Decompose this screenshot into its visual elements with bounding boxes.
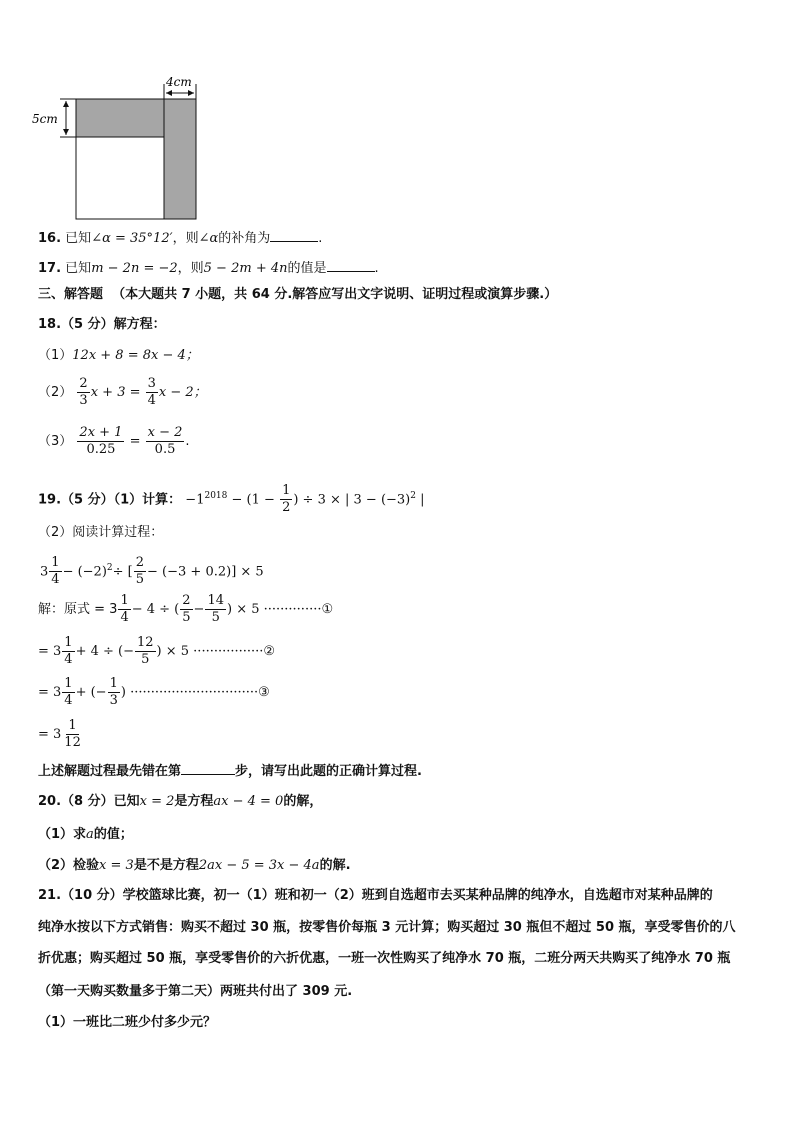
question-19-head [38, 478, 425, 518]
r3-c: ) ·······························③ [120, 685, 270, 700]
q19-expr-c: ) ÷ 3 × | 3 − (−3) [293, 492, 411, 508]
q20-p1end: 的值； [93, 827, 133, 842]
shaded-strip-top [76, 99, 164, 137]
q20-p1: （1）求 [38, 827, 87, 842]
r0-sup: 2 [106, 563, 113, 573]
q16-answer-blank[interactable] [270, 229, 318, 242]
q17-text: 已知 [65, 261, 92, 276]
q17-math2: 5 − 2m + 4n [203, 261, 288, 276]
q18-part2-end: x − 2； [158, 385, 207, 400]
question-20-head [38, 793, 322, 811]
q19-expr-sup: 2018 [204, 491, 228, 501]
q18-part1 [38, 347, 199, 365]
section-title: 三、解答题 [38, 287, 104, 302]
q19-row4 [38, 717, 84, 753]
q19-expr-a: −1 [185, 492, 205, 508]
fraction: $\frac{x - 2}{0.5}$ [147, 425, 183, 457]
r1-c: − [193, 602, 205, 617]
label-4cm: 4cm [166, 76, 192, 89]
fraction: $\frac{12}{5}$ [137, 635, 154, 667]
q19-row3 [38, 675, 270, 711]
r3-b: + (− [75, 685, 107, 700]
q18-part3-end: . [185, 434, 190, 449]
fraction: $\frac{2}{3}$ [79, 376, 88, 408]
fraction: $\frac{1}{2}$ [282, 483, 291, 516]
q20-p2mid: 是不是方程 [133, 858, 199, 873]
q20-part2 [38, 857, 351, 875]
q16-text3: 的补角为 [218, 231, 271, 246]
r0-d: − (−3 + 0.2)] × 5 [147, 564, 264, 580]
question-21-line1: 21.（10 分）学校篮球比赛，初一（1）班和初一（2）班到自选超市去买某种品牌的纯净水，自选超市对某种品牌的 [38, 888, 713, 903]
q20-h3: 的解， [283, 794, 323, 809]
question-21-line3: 折优惠；购买超过 50 瓶，享受零售价的六折优惠，一班一次性购买了纯净水 70 瓶，二班分两天共购买了纯净水 70 瓶 [38, 951, 731, 966]
q20-p1m: a [86, 827, 94, 842]
q19-tail [38, 762, 422, 781]
q19-expr-b: − (1 − [231, 492, 275, 508]
question-16 [38, 229, 322, 248]
fraction: $\frac{1}{4}$ [64, 635, 73, 667]
equals-sign: = [129, 434, 141, 449]
q19-head-text: 19.（5 分）（1）计算： [38, 492, 182, 508]
question-21-line4: （第一天购买数量多于第二天）两班共付出了 309 元. [38, 984, 353, 999]
q18-part2 [38, 375, 207, 411]
label-5cm: 5cm [32, 112, 58, 126]
r1-d: ) × 5 ··············① [226, 602, 334, 617]
q17-end: . [374, 261, 379, 276]
q20-hm2: ax − 4 = 0 [213, 794, 284, 809]
r0-c: ÷ [ [112, 564, 133, 580]
fraction: $\frac{1}{3}$ [109, 676, 118, 708]
square-figure [30, 76, 210, 226]
q16-math: ∠α = 35°12′ [91, 231, 173, 246]
q18-part1-equation: 12x + 8 = 8x − 4； [72, 348, 199, 363]
fraction: $\frac{1}{4}$ [120, 593, 129, 625]
q17-answer-blank[interactable] [327, 259, 375, 272]
q20-p2m2: 2ax − 5 = 3x − 4a [198, 858, 320, 873]
r4-a: = 3 [38, 727, 62, 742]
q19-row2 [38, 634, 275, 670]
q20-p2m: x = 3 [99, 858, 134, 873]
q20-p2end: 的解. [319, 858, 351, 873]
q16-math2: ∠α [198, 231, 219, 246]
r0-b: − (−2) [62, 564, 107, 580]
q20-p2: （2）检验 [38, 858, 100, 873]
q16-text: 已知 [65, 231, 92, 246]
q19-row0 [40, 550, 264, 590]
shaded-strip-right [164, 99, 196, 219]
question-18-head: 18.（5 分）解方程： [38, 317, 166, 332]
r2-b: + 4 ÷ (− [75, 644, 134, 659]
fraction: $\frac{14}{5}$ [207, 593, 224, 625]
q19-row1 [38, 592, 333, 628]
r1-a: 解：原式 = 3 [38, 602, 118, 617]
fraction: $\frac{2}{5}$ [135, 555, 145, 588]
r2-c: ) × 5 ·················② [156, 644, 276, 659]
q19-tail2: 步，请写出此题的正确计算过程. [235, 764, 422, 779]
section-note: （本大题共 7 小题，共 64 分.解答应写出文字说明、证明过程或演算步骤.） [112, 287, 558, 302]
q18-part3 [38, 424, 190, 460]
q19-expr-sup2: 2 [410, 491, 416, 501]
fraction: $\frac{2}{5}$ [182, 593, 191, 625]
q19-answer-blank[interactable] [181, 762, 235, 775]
r1-b: − 4 ÷ ( [131, 602, 180, 617]
q19-tail1: 上述解题过程最先错在第 [38, 764, 182, 779]
fraction: $\frac{1}{4}$ [51, 555, 60, 588]
section-3-heading [38, 286, 557, 304]
fraction: $\frac{3}{4}$ [147, 376, 156, 408]
r3-a: = 3 [38, 685, 62, 700]
fraction: $\frac{1}{4}$ [64, 676, 73, 708]
fraction: $\frac{2x + 1}{0.25}$ [79, 425, 123, 457]
q18-part3-label: （3） [38, 434, 73, 449]
q18-part1-label: （1） [38, 348, 73, 363]
q20-h1: 20.（8 分）已知 [38, 794, 140, 809]
q17-text2: ，则 [177, 261, 204, 276]
q16-end: . [318, 231, 323, 246]
q17-math: m − 2n = −2 [91, 261, 178, 276]
r0-a: 3 [40, 564, 49, 580]
q20-hm1: x = 2 [139, 794, 175, 809]
r2-a: = 3 [38, 644, 62, 659]
q16-number: 16. [38, 231, 62, 246]
q18-part2-label: （2） [38, 385, 73, 400]
q18-part2-mid: x + 3 = [90, 385, 141, 400]
q19-part2: （2）阅读计算过程： [38, 525, 164, 540]
q20-h2: 是方程 [174, 794, 214, 809]
question-17 [38, 259, 379, 278]
q20-part1 [38, 826, 133, 844]
q19-expr-d: | [415, 492, 425, 508]
q17-number: 17. [38, 261, 62, 276]
fraction: $\frac{1}{12}$ [64, 718, 81, 750]
q17-text3: 的值是 [287, 261, 327, 276]
question-21-line2: 纯净水按以下方式销售：购买不超过 30 瓶，按零售价每瓶 3 元计算；购买超过 30 瓶但不超过 50 瓶，享受零售价的八 [38, 920, 736, 935]
q16-text2: ，则 [172, 231, 199, 246]
q21-part1: （1）一班比二班少付多少元？ [38, 1015, 217, 1030]
